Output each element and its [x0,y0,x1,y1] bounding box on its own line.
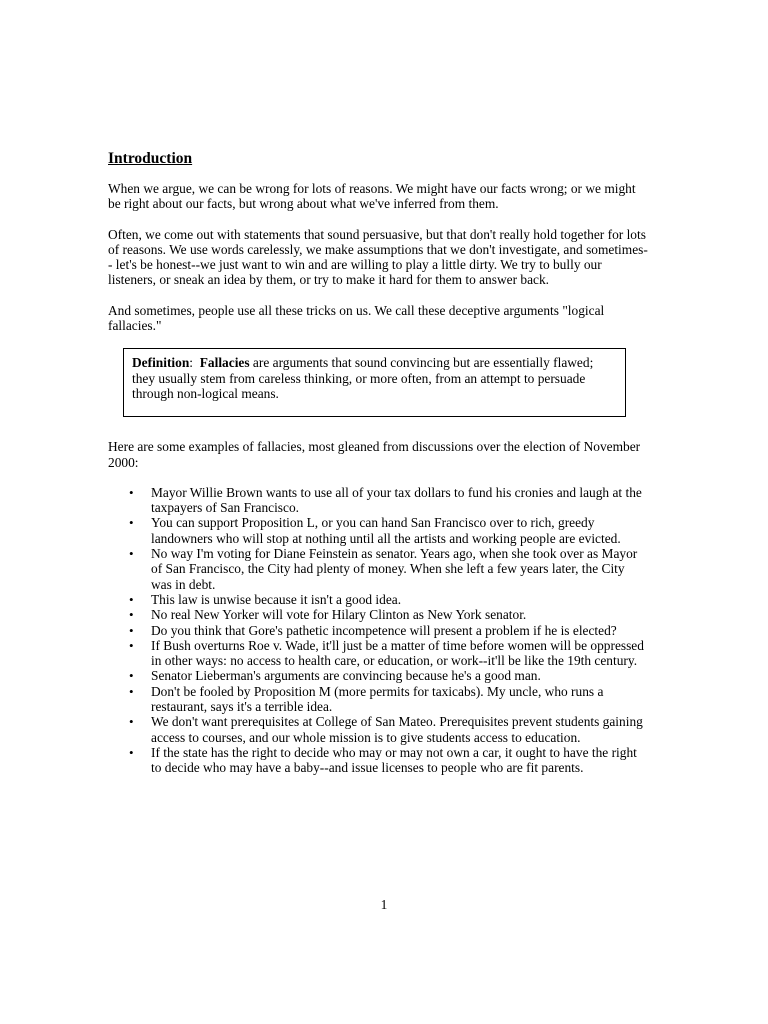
definition-separator: : [189,355,194,371]
paragraph-1: When we argue, we can be wrong for lots of reasons. We might have our facts wrong; or we might be right about our facts, but wrong about what we've inferred from them. [108,181,636,212]
examples-intro: Here are some examples of fallacies, most gleaned from discussions over the election of November 2000: [108,439,641,470]
list-item-text: Mayor Willie Brown wants to use all of your tax dollars to fund his cronies and laugh at the taxpayers of San Francisco. [151,484,642,516]
bullet-icon: • [129,484,134,500]
list-item-text: Do you think that Gore's pathetic incompetence will present a problem if he is elected? [151,622,617,638]
bullet-icon: • [129,668,134,684]
list-item [129,546,648,592]
bullet-icon: • [129,714,134,730]
definition-text: are arguments that sound convincing but are essentially flawed; they usually stem from careless thinking, or more often, from an attempt to persuade through non-logical means. [132,355,594,401]
definition-label: Definition [132,355,190,371]
bullet-icon: • [129,591,134,607]
fallacy-examples-list [108,485,648,776]
list-item [129,714,648,745]
list-item-text: Don't be fooled by Proposition M (more permits for taxicabs). My uncle, who runs a restaurant, says it's a terrible idea. [151,683,604,715]
list-item-text: No real New Yorker will vote for Hilary Clinton as New York senator. [151,607,527,623]
bullet-icon: • [129,744,134,760]
page-title: Introduction [108,150,193,167]
bullet-icon: • [129,515,134,531]
bullet-icon: • [129,683,134,699]
list-item-text: You can support Proposition L, or you can hand San Francisco over to rich, greedy landowners who will stop at nothing until all the artists and working people are evicted. [151,515,621,546]
definition-term: Fallacies [199,355,250,371]
list-item-text: This law is unwise because it isn't a good idea. [151,591,402,607]
list-item-text: If the state has the right to decide who may or may not own a car, it ought to have the right to decide who may have a baby--and issue licenses to people who are fit parents. [151,744,637,776]
bullet-icon: • [129,607,134,623]
paragraph-3: And sometimes, people use all these tricks on us. We call these deceptive arguments "logical fallacies." [108,302,605,334]
bullet-icon: • [129,546,134,562]
list-item [129,637,648,669]
list-item-text: If Bush overturns Roe v. Wade, it'll just be a matter of time before women will be oppressed in other ways: no access to health care, or education, or work--it'll be like the 19th century. [151,637,644,669]
list-item-text: We don't want prerequisites at College of San Mateo. Prerequisites prevent students gaining access to courses, and our whole mission is to give students access to education. [151,714,643,745]
bullet-icon: • [129,622,134,638]
paragraph-2: Often, we come out with statements that sound persuasive, but that don't really hold together for lots of reasons. We use words carelessly, we make assumptions that we don't investigate, and sometimes-- let's be honest--we just want to win and are willing to play a little dirty. We try to bully our listeners, or sneak an idea by them, or try to make it hard for them to answer back. [108,226,648,288]
document-page [108,150,648,776]
list-item [129,484,648,516]
list-item [129,622,648,638]
list-item-text: Senator Lieberman's arguments are convincing because he's a good man. [151,668,541,684]
bullet-icon: • [129,637,134,653]
list-item [129,744,648,776]
list-item [129,683,648,715]
list-item [129,515,648,546]
page-number: 1 [380,897,388,912]
definition-box [123,348,626,417]
list-item [129,668,648,684]
list-item [129,607,648,623]
list-item-text: No way I'm voting for Diane Feinstein as senator. Years ago, when she took over as Mayor of San Francisco, the City had plenty of money. When she left a few years later, the City was in debt. [151,546,638,592]
list-item [129,591,648,607]
